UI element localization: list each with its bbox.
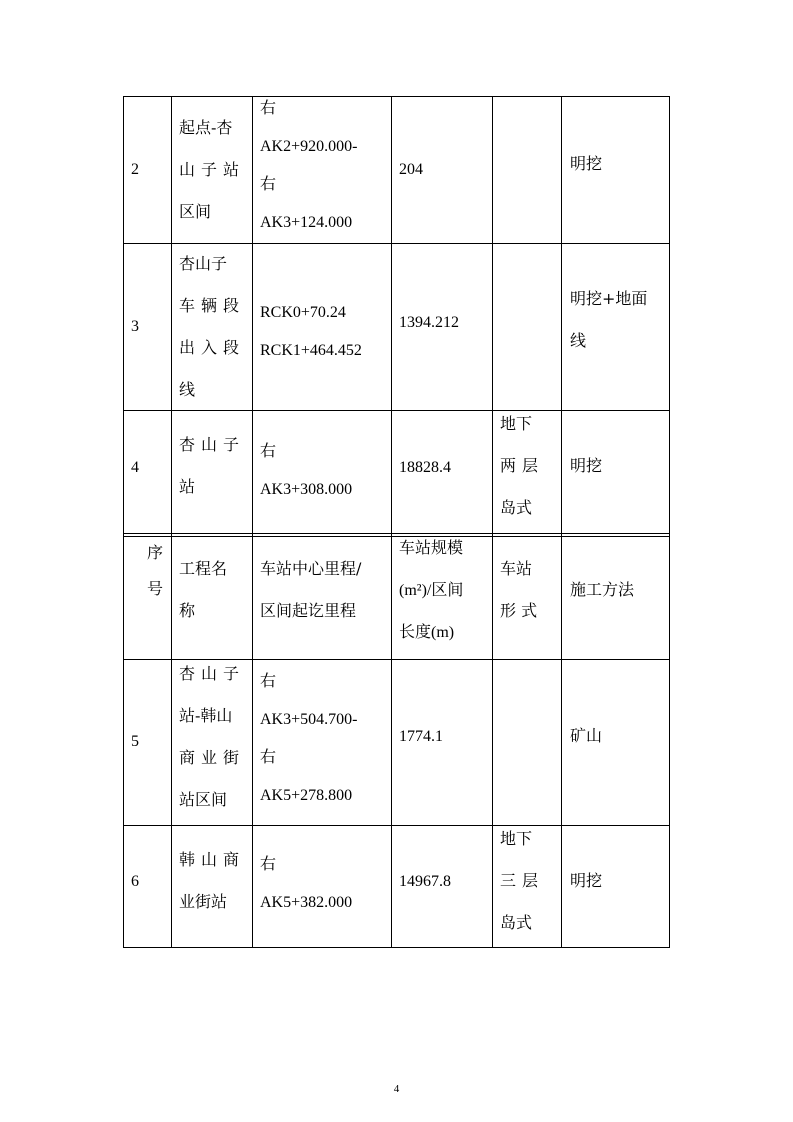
- table-row-name: 杏山子 车辆段 出入段 线: [179, 253, 246, 399]
- table-row-scale: 1774.1: [399, 728, 443, 745]
- col-divider: [252, 96, 253, 948]
- table-row-scale: 18828.4: [399, 458, 451, 476]
- table-row-method: 矿山: [570, 726, 603, 745]
- table-row-name: 韩山商 业街站: [179, 850, 246, 911]
- header-form: 车站 形 式: [500, 559, 538, 620]
- table-row-scale: 14967.8: [399, 873, 451, 890]
- col-divider: [171, 96, 172, 948]
- row-divider: [123, 533, 670, 534]
- table-row-method: 明挖: [570, 153, 603, 173]
- page-number: 4: [393, 1083, 400, 1095]
- table-row-seq: 5: [131, 733, 139, 750]
- table-row-seq: 3: [131, 317, 139, 335]
- table-row-mileage: 右 AK2+920.000- 右 AK3+124.000: [260, 99, 358, 231]
- table-row-scale: 1394.212: [399, 314, 459, 331]
- table-border-right: [669, 96, 670, 948]
- table-row-name: 杏山子 站: [179, 435, 246, 496]
- table-row-seq: 4: [131, 458, 139, 476]
- col-divider: [492, 96, 493, 948]
- header-scale: 车站规模 (m²)/区间 长度(m): [399, 540, 464, 641]
- table-row-mileage: 右 AK3+308.000: [260, 443, 353, 498]
- header-border-top: [123, 536, 670, 537]
- table-row-mileage: 右 AK3+504.700- 右 AK5+278.800: [260, 673, 358, 804]
- col-divider: [391, 96, 392, 948]
- table-row-name: 起点-杏 山子站 区间: [179, 117, 246, 221]
- header-mileage: 车站中心里程/ 区间起讫里程: [260, 559, 362, 620]
- table-row-method: 明挖+地面 线: [570, 289, 648, 350]
- header-method: 施工方法: [570, 580, 635, 599]
- header-seq: 序 号: [147, 543, 164, 598]
- table-row-mileage: RCK0+70.24 RCK1+464.452: [260, 304, 362, 359]
- table-row-method: 明挖: [570, 870, 603, 890]
- table-border-bottom: [123, 947, 670, 948]
- table-row-form: 地下 两层 岛式: [500, 414, 545, 517]
- col-divider: [561, 96, 562, 948]
- table-row-mileage: 右 AK5+382.000: [260, 856, 353, 911]
- table-row-method: 明挖: [570, 455, 603, 475]
- table-border-left: [123, 96, 124, 948]
- table-row-seq: 2: [131, 160, 139, 178]
- table-row-scale: 204: [399, 160, 423, 178]
- header-name: 工程名 称: [179, 559, 228, 620]
- table-row-name: 杏山子 站-韩山 商业街 站区间: [179, 664, 246, 809]
- table-row-form: 地下 三层 岛式: [500, 829, 545, 932]
- table-row-seq: 6: [131, 873, 139, 890]
